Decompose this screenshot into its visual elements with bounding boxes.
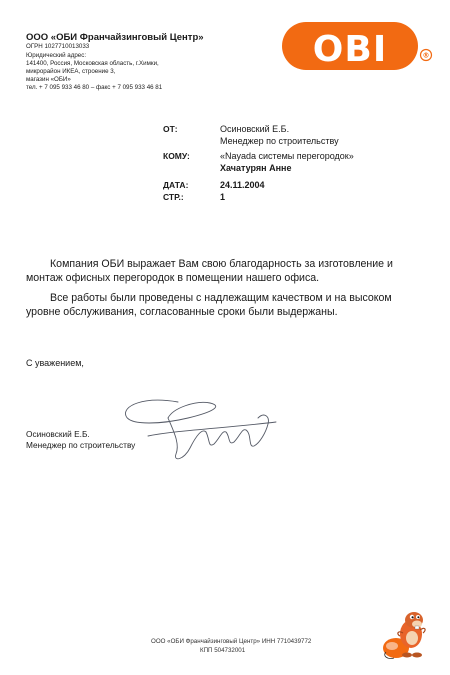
to-label: КОМУ: xyxy=(163,151,190,161)
closing-regards: С уважением, xyxy=(26,358,84,368)
company-name: ООО «ОБИ Франчайзинговый Центр» xyxy=(26,32,204,43)
from-title: Менеджер по строительству xyxy=(220,136,339,146)
date-label: ДАТА: xyxy=(163,180,189,190)
footer-company-line: ООО «ОБИ Франчайзинговый Центр» ИНН 7710439772 xyxy=(151,638,312,645)
obi-logo xyxy=(282,22,434,72)
page-value: 1 xyxy=(220,192,226,202)
signer-title: Менеджер по строительству xyxy=(26,440,136,450)
to-company: «Nayada системы перегородок» xyxy=(220,151,354,161)
requisites-line: Юридический адрес: xyxy=(26,52,87,59)
body-paragraph-line: Все работы были проведены с надлежащим качеством и на высоком xyxy=(50,292,392,304)
beaver-mascot-icon xyxy=(378,608,428,663)
requisites-line: 141400, Россия, Московская область, г.Химки, xyxy=(26,60,159,67)
signer-name: Осиновский Е.Б. xyxy=(26,429,90,439)
to-name: Хачатурян Анне xyxy=(220,163,292,173)
requisites-line: ОГРН 1027710013033 xyxy=(26,43,90,50)
logo-text: OBI xyxy=(312,29,388,70)
requisites-line: микрорайон ИКЕА, строение 3, xyxy=(26,68,116,75)
body-paragraph-line: Компания ОБИ выражает Вам свою благодарность за изготовление и xyxy=(50,258,393,270)
signature xyxy=(118,388,283,470)
body-paragraph-line: уровне обслуживания, согласованные сроки были выдержаны. xyxy=(26,306,338,318)
registered-mark: ® xyxy=(422,51,430,60)
footer-kpp-line: КПП 504732001 xyxy=(200,647,246,654)
from-label: ОТ: xyxy=(163,124,178,134)
requisites-line: магазин «ОБИ» xyxy=(26,76,71,83)
body-paragraph-line: монтаж офисных перегородок в помещении нашего офиса. xyxy=(26,272,320,284)
requisites-line: тел. + 7 095 933 46 80 – факс + 7 095 933 46 81 xyxy=(26,84,163,91)
page-label: СТР.: xyxy=(163,192,184,202)
date-value: 24.11.2004 xyxy=(220,180,265,190)
from-name: Осиновский Е.Б. xyxy=(220,124,290,134)
